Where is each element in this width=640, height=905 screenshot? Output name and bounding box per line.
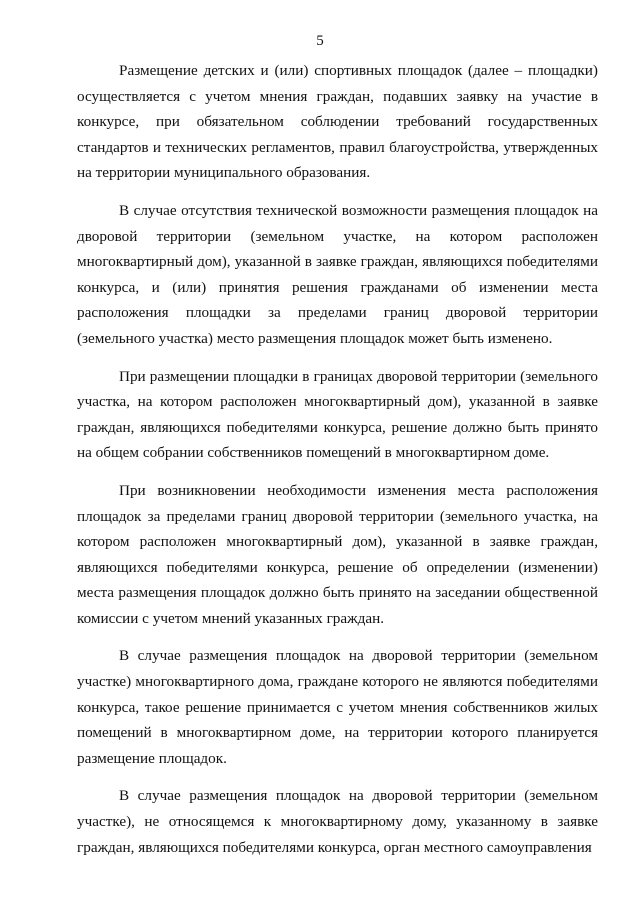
paragraph-technical-impossibility: В случае отсутствия технической возможности размещения площадок на дворовой территории (земельном участке, на котором расположен многоквартирный дом), указанной в заявке граждан, являющихся победителями конкурса, и (или) принятия решения гражданами об изменении места расположения площадки за пределами границ дворовой территории (земельного участка) место размещения площадок может быть изменено. [77,201,598,347]
paragraph-unrelated-land-plot: В случае размещения площадок на дворовой территории (земельном участке), не относящемся к многоквартирному дому, указанному в заявке граждан, являющихся победителями конкурса, орган местного самоуправления [77,787,598,856]
paragraph-non-winner-yard: В случае размещения площадок на дворовой территории (земельном участке) многоквартирного дома, граждане которого не являются победителями конкурса, такое решение принимается с учетом мнения собственников жилых помещений в многоквартирном доме, на территории которого планируется размещение площадок. [77,647,598,767]
paragraph-playground-placement: Размещение детских и (или) спортивных площадок (далее – площадки) осуществляется с учетом мнения граждан, подавших заявку на участие в конкурсе, при обязательном соблюдении требований государственных стандартов и технических регламентов, правил благоустройства, утвержденных на территории муниципального образования. [77,62,598,182]
paragraph-outside-yard-boundaries: При возникновении необходимости изменения места расположения площадок за пределами границ дворовой территории (земельного участка, на котором расположен многоквартирный дом), указанной в заявке граждан, являющихся победителями конкурса, решение об определении (изменении) места размещения площадок должно быть принято на заседании общественной комиссии с учетом мнений указанных граждан. [77,481,598,627]
paragraph-within-yard-boundaries: При размещении площадки в границах дворовой территории (земельного участка, на котором расположен многоквартирный дом), указанной в заявке граждан, являющихся победителями конкурса, решение должно быть принято на общем собрании собственников помещений в многоквартирном доме. [77,367,598,462]
document-body [77,58,598,872]
page-number: 5 [316,33,324,49]
